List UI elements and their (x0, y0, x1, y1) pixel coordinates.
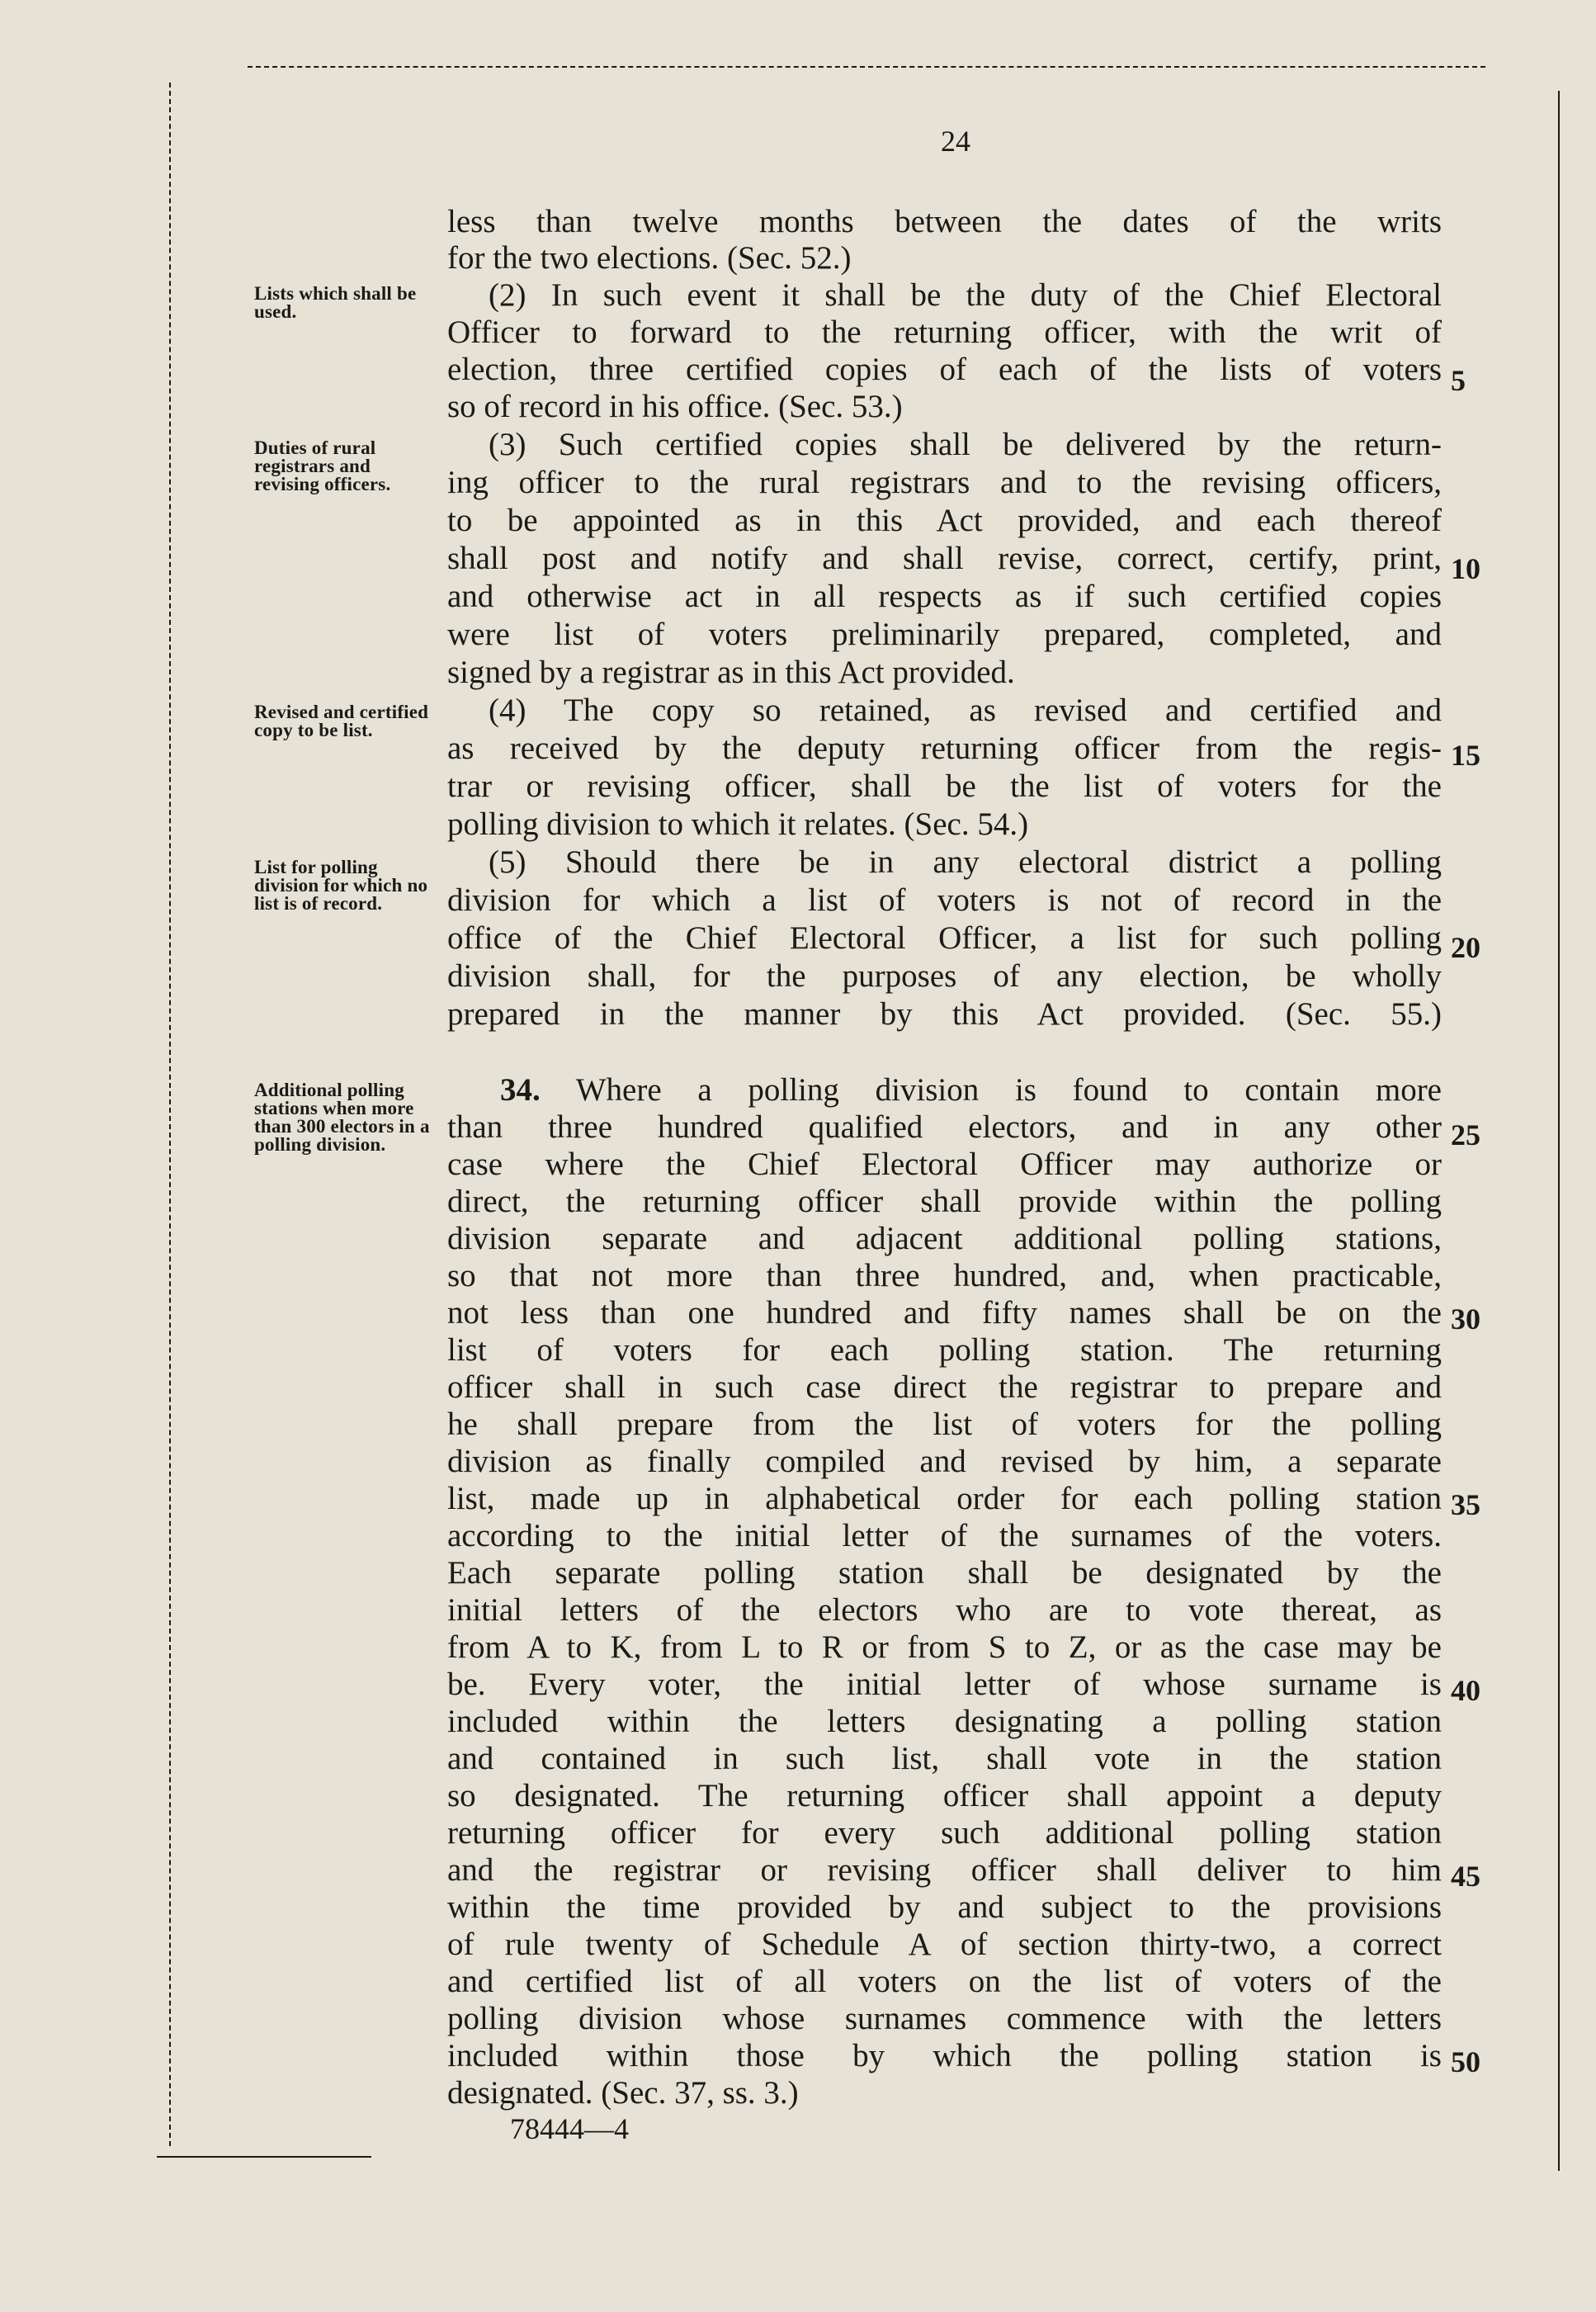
text-line: division separate and adjacent additional polling stations, (447, 1221, 1442, 1256)
text-line: officer shall in such case direct the registrar to prepare and (447, 1369, 1442, 1405)
text-line: so designated. The returning officer shall appoint a deputy (447, 1778, 1442, 1813)
text-line: to be appointed as in this Act provided, and each thereof (447, 503, 1442, 538)
page-number: 24 (941, 125, 970, 158)
margin-note-lists: Lists which shall be used. (254, 283, 417, 322)
line-number: 5 (1451, 364, 1466, 397)
text-line: were list of voters preliminarily prepared, completed, and (447, 617, 1442, 652)
text-line: and contained in such list, shall vote in the station (447, 1741, 1442, 1776)
line-number: 10 (1451, 552, 1480, 585)
text-line: so of record in his office. (Sec. 53.) (447, 389, 903, 424)
text-line: case where the Chief Electoral Officer may authorize or (447, 1147, 1442, 1182)
text-line: polling division to which it relates. (Sec. 54.) (447, 806, 1029, 842)
text-line: Officer to forward to the returning officer, with the writ of (447, 314, 1442, 350)
text-line: division shall, for the purposes of any election, be wholly (447, 958, 1442, 994)
line-number: 20 (1451, 931, 1480, 964)
line-number: 35 (1451, 1488, 1480, 1521)
section-34-first-line (447, 1071, 1442, 1109)
text-line: initial letters of the electors who are to vote thereat, as (447, 1592, 1442, 1628)
text-line: election, three certified copies of each of the lists of voters (447, 352, 1442, 387)
footer-code: 78444—4 (510, 2112, 629, 2145)
text-line: returning officer for every such additional polling station (447, 1815, 1442, 1851)
text-line: designated. (Sec. 37, ss. 3.) (447, 2075, 799, 2111)
margin-note-additional-stations: Additional polling stations when more than 300 electors in a polling division. (254, 1080, 430, 1155)
text-line: office of the Chief Electoral Officer, a list for such polling (447, 920, 1442, 956)
text-line: (2) In such event it shall be the duty of the Chief Electoral (489, 277, 1442, 313)
text-line: be. Every voter, the initial letter of whose surname is (447, 1667, 1442, 1702)
text-line: list of voters for each polling station. The returning (447, 1332, 1442, 1368)
text-line: and the registrar or revising officer shall deliver to him (447, 1852, 1442, 1888)
text-line: of rule twenty of Schedule A of section thirty-two, a correct (447, 1927, 1442, 1962)
text-line: (5) Should there be in any electoral district a polling (489, 844, 1442, 880)
line-number: 25 (1451, 1118, 1480, 1151)
text-line: Each separate polling station shall be designated by the (447, 1555, 1442, 1591)
line-number: 50 (1451, 2045, 1480, 2078)
line-number: 40 (1451, 1674, 1480, 1707)
text-line: from A to K, from L to R or from S to Z, or as the case may be (447, 1629, 1442, 1665)
text-line: less than twelve months between the dates of the writs (447, 204, 1442, 239)
scan-border-bottom (157, 2156, 371, 2158)
text-line: and otherwise act in all respects as if such certified copies (447, 579, 1442, 614)
scan-border-top (248, 66, 1485, 68)
margin-note-list-polling-division: List for polling division for which no list is of record. (254, 857, 428, 914)
text-line: trar or revising officer, shall be the list of voters for the (447, 768, 1442, 804)
text-line: than three hundred qualified electors, and in any other (447, 1109, 1442, 1145)
text-line: list, made up in alphabetical order for each polling station (447, 1481, 1442, 1516)
text-line: included within those by which the polling station is (447, 2038, 1442, 2073)
text-line: (3) Such certified copies shall be delivered by the return- (489, 427, 1442, 462)
line-number: 15 (1451, 739, 1480, 772)
text-line: signed by a registrar as in this Act provided. (447, 655, 1015, 690)
scan-border-right (1558, 91, 1560, 2171)
line-number: 45 (1451, 1860, 1480, 1893)
text-line: ing officer to the rural registrars and to the revising officers, (447, 465, 1442, 500)
text-line: not less than one hundred and fifty names shall be on the (447, 1295, 1442, 1331)
text-line: prepared in the manner by this Act provided. (Sec. 55.) (447, 996, 1442, 1032)
margin-note-duties: Duties of rural registrars and revising officers. (254, 437, 391, 494)
text-line: Where a polling division is found to contain more (575, 1072, 1442, 1108)
text-line: division for which a list of voters is not of record in the (447, 882, 1442, 918)
text-line: for the two elections. (Sec. 52.) (447, 240, 852, 276)
section-number: 34. (500, 1072, 541, 1108)
text-line: so that not more than three hundred, and, when practicable, (447, 1258, 1442, 1293)
text-line: polling division whose surnames commence with the letters (447, 2001, 1442, 2036)
text-line: as received by the deputy returning officer from the regis- (447, 730, 1442, 766)
text-line: within the time provided by and subject to the provisions (447, 1889, 1442, 1925)
line-number: 30 (1451, 1303, 1480, 1336)
scan-border-left (169, 83, 171, 2146)
text-line: included within the letters designating a polling station (447, 1704, 1442, 1739)
text-line: direct, the returning officer shall provide within the polling (447, 1184, 1442, 1219)
text-line: (4) The copy so retained, as revised and certified and (489, 693, 1442, 728)
margin-note-revised-copy: Revised and certified copy to be list. (254, 702, 429, 740)
text-line: and certified list of all voters on the list of voters of the (447, 1964, 1442, 1999)
text-line: shall post and notify and shall revise, correct, certify, print, (447, 541, 1442, 576)
text-line: he shall prepare from the list of voters for the polling (447, 1407, 1442, 1442)
text-line: according to the initial letter of the surnames of the voters. (447, 1518, 1442, 1553)
text-line: division as finally compiled and revised by him, a separate (447, 1444, 1442, 1479)
